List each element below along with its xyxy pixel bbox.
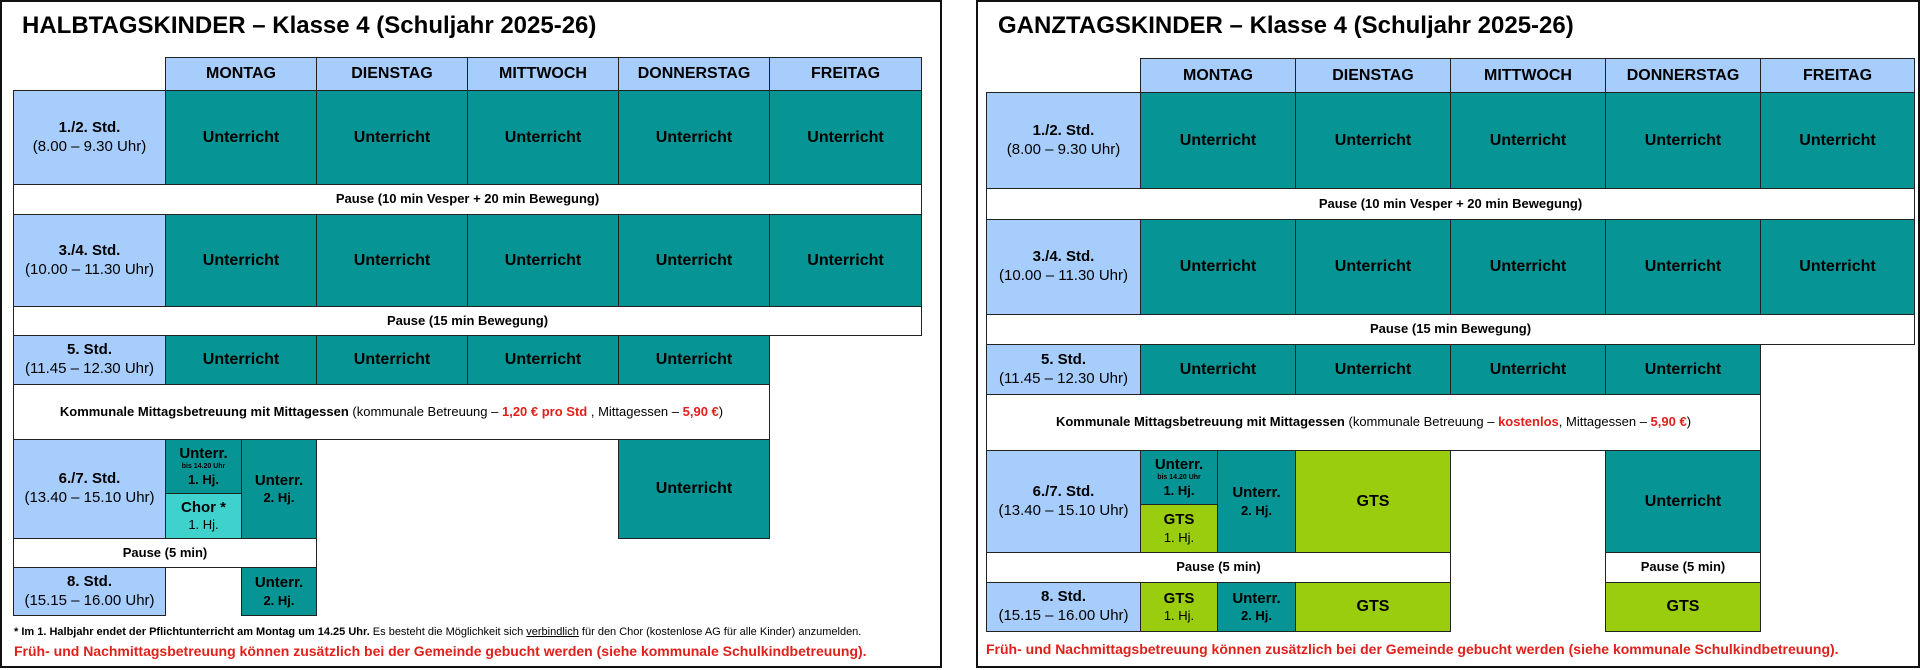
slot-time: (8.00 – 9.30 Uhr): [32, 137, 147, 155]
pause-band: Pause (5 min): [986, 552, 1451, 583]
cell-term: 2. Hj.: [1240, 502, 1273, 518]
slot-label: 3./4. Std.: [58, 241, 121, 259]
lesson-cell: Unterricht: [1605, 450, 1761, 553]
slot-label: 1./2. Std.: [58, 118, 121, 136]
lesson-cell: Unterricht: [165, 214, 317, 307]
cell-label: Unterr.: [254, 471, 304, 489]
lesson-cell: Unterricht: [1605, 92, 1761, 189]
lesson-cell: Unterricht: [316, 90, 468, 185]
time-slot-6-7: [13, 439, 166, 539]
care-note: Früh- und Nachmittagsbetreuung können zusätzlich bei der Gemeinde gebucht werden (siehe kommunale Schulkindbetreuung).: [14, 643, 867, 659]
lesson-cell-1hj: [1140, 450, 1218, 505]
gts-cell-1hj: [1140, 582, 1218, 632]
slot-label: 3./4. Std.: [1032, 248, 1095, 266]
pause-band: Pause (10 min Vesper + 20 min Bewegung): [13, 184, 922, 215]
lunch-title: Kommunale Mittagsbetreuung mit Mittagessen: [59, 403, 349, 419]
lesson-cell: Unterricht: [769, 90, 922, 185]
time-slot-5: [986, 344, 1141, 395]
cell-term: 1. Hj.: [1163, 483, 1195, 499]
slot-time: (8.00 – 9.30 Uhr): [1006, 140, 1121, 158]
footnote: [14, 626, 861, 638]
gts-cell-1hj: [1140, 504, 1218, 553]
time-slot-3-4: [986, 219, 1141, 315]
cell-label: Chor *: [181, 498, 226, 516]
time-slot-8: [986, 582, 1141, 632]
lesson-cell: Unterricht: [1295, 92, 1451, 189]
slot-label: 6./7. Std.: [58, 470, 121, 488]
day-header-mittwoch: MITTWOCH: [467, 57, 619, 91]
cell-label: GTS: [1163, 511, 1195, 528]
gts-cell: GTS: [1295, 582, 1451, 632]
lesson-cell-2hj: [1217, 582, 1296, 632]
gts-cell: GTS: [1295, 450, 1451, 553]
pause-band: Pause (15 min Bewegung): [13, 306, 922, 336]
pause-band: Pause (5 min): [13, 538, 317, 568]
slot-label: 5. Std.: [66, 341, 112, 359]
time-slot-5: [13, 335, 166, 385]
lesson-cell: Unterricht: [1140, 92, 1296, 189]
meal-price: 5,90 €: [1650, 414, 1687, 430]
cell-term: 2. Hj.: [263, 490, 295, 506]
lesson-cell: Unterricht: [1450, 92, 1606, 189]
pause-band: Pause (5 min): [1605, 552, 1761, 583]
cell-term: 1. Hj.: [1163, 608, 1195, 624]
slot-label: 1./2. Std.: [1032, 121, 1095, 139]
lesson-cell: Unterricht: [1140, 219, 1296, 315]
lesson-cell: Unterricht: [316, 214, 468, 307]
gts-cell: GTS: [1605, 582, 1761, 632]
day-header-freitag: FREITAG: [1760, 58, 1915, 93]
halbtag-panel: [0, 0, 942, 668]
time-slot-6-7: [986, 450, 1141, 553]
lesson-cell: Unterricht: [618, 90, 770, 185]
slot-time: (13.40 – 15.10 Uhr): [998, 501, 1129, 519]
slot-time: (13.40 – 15.10 Uhr): [24, 489, 155, 506]
cell-term: 1. Hj.: [1163, 529, 1195, 545]
lesson-cell: Unterricht: [618, 335, 770, 385]
day-header-dienstag: DIENSTAG: [316, 57, 468, 91]
lesson-cell: Unterricht: [1140, 344, 1296, 395]
lunch-text: (kommunale Betreuung –: [1344, 414, 1499, 430]
lesson-cell: Unterricht: [165, 335, 317, 385]
day-header-montag: MONTAG: [1140, 58, 1296, 93]
slot-time: (10.00 – 11.30 Uhr): [25, 260, 154, 278]
slot-label: 8. Std.: [66, 572, 112, 590]
cell-term: 1. Hj.: [188, 517, 219, 533]
lesson-cell: Unterricht: [1760, 219, 1915, 315]
pause-band: Pause (10 min Vesper + 20 min Bewegung): [986, 188, 1915, 220]
day-header-donnerstag: DONNERSTAG: [1605, 58, 1761, 93]
cell-note: bis 14.20 Uhr: [1157, 474, 1201, 482]
lesson-cell: Unterricht: [467, 335, 619, 385]
lunch-text: ): [718, 403, 724, 419]
care-price: kostenlos: [1498, 414, 1559, 430]
slot-label: 8. Std.: [1040, 588, 1086, 606]
cell-label: GTS: [1163, 589, 1195, 607]
lesson-cell: Unterricht: [1605, 344, 1761, 395]
slot-time: (15.15 – 16.00 Uhr): [998, 607, 1129, 624]
footnote-underline: verbindlich: [526, 626, 579, 638]
lunch-band: [13, 384, 770, 440]
lunch-title: Kommunale Mittagsbetreuung mit Mittagessen: [1055, 414, 1345, 430]
slot-time: (15.15 – 16.00 Uhr): [24, 591, 155, 609]
lesson-cell: Unterricht: [618, 214, 770, 307]
cell-term: 1. Hj.: [187, 472, 220, 488]
time-slot-1-2: [986, 92, 1141, 189]
lesson-cell: Unterricht: [1605, 219, 1761, 315]
lesson-cell: Unterricht: [165, 90, 317, 185]
lesson-cell: Unterricht: [1450, 344, 1606, 395]
care-price: 1,20 € pro Std: [501, 403, 588, 419]
panel-title: HALBTAGSKINDER – Klasse 4 (Schuljahr 2025-26): [22, 12, 597, 39]
lunch-text: , Mittagessen –: [587, 403, 683, 419]
cell-label: Unterr.: [179, 444, 228, 462]
lunch-text: , Mittagessen –: [1558, 414, 1651, 430]
panel-title: GANZTAGSKINDER – Klasse 4 (Schuljahr 2025-26): [998, 12, 1574, 39]
footnote-text: Es besteht die Möglichkeit sich: [369, 626, 527, 638]
time-slot-1-2: [13, 90, 166, 185]
lesson-cell: Unterricht: [316, 335, 468, 385]
cell-term: 2. Hj.: [263, 592, 295, 608]
meal-price: 5,90 €: [682, 403, 719, 419]
lunch-text: ): [1686, 414, 1692, 430]
cell-label: Unterr.: [1232, 589, 1281, 607]
cell-label: Unterr.: [1232, 484, 1281, 501]
lesson-cell: Unterricht: [1295, 219, 1451, 315]
lunch-band: [986, 394, 1761, 451]
footnote-text: für den Chor (kostenlose AG für alle Kinder) anzumelden.: [578, 626, 862, 638]
lesson-cell: Unterricht: [467, 214, 619, 307]
day-header-donnerstag: DONNERSTAG: [618, 57, 770, 91]
day-header-freitag: FREITAG: [769, 57, 922, 91]
lesson-cell: Unterricht: [618, 439, 770, 539]
lesson-cell-2hj: [241, 439, 317, 539]
slot-time: (11.45 – 12.30 Uhr): [25, 360, 154, 377]
day-header-montag: MONTAG: [165, 57, 317, 91]
ganztag-panel: [976, 0, 1920, 668]
time-slot-8: [13, 567, 166, 616]
slot-time: (10.00 – 11.30 Uhr): [999, 267, 1128, 284]
day-header-mittwoch: MITTWOCH: [1450, 58, 1606, 93]
care-note: Früh- und Nachmittagsbetreuung können zusätzlich bei der Gemeinde gebucht werden (siehe kommunale Schulkindbetreuung).: [986, 641, 1839, 657]
lesson-cell-2hj: [241, 567, 317, 616]
lesson-cell: Unterricht: [1760, 92, 1915, 189]
footnote-bold: * Im 1. Halbjahr endet der Pflichtunterricht am Montag um 14.25 Uhr.: [14, 626, 370, 638]
slot-label: 6./7. Std.: [1032, 482, 1095, 500]
lunch-text: (kommunale Betreuung –: [348, 403, 502, 419]
lesson-cell: Unterricht: [769, 214, 922, 307]
slot-time: (11.45 – 12.30 Uhr): [999, 369, 1128, 387]
cell-term: 2. Hj.: [1240, 608, 1273, 624]
pause-band: Pause (15 min Bewegung): [986, 314, 1915, 345]
lesson-cell-2hj: [1217, 450, 1296, 553]
time-slot-3-4: [13, 214, 166, 307]
lesson-cell: Unterricht: [1450, 219, 1606, 315]
lesson-cell: Unterricht: [1295, 344, 1451, 395]
lesson-cell-1hj: [165, 439, 242, 494]
choir-cell: [165, 493, 242, 539]
cell-label: Unterr.: [1154, 455, 1204, 473]
day-header-dienstag: DIENSTAG: [1295, 58, 1451, 93]
lesson-cell: Unterricht: [467, 90, 619, 185]
cell-note: bis 14.20 Uhr: [181, 463, 226, 471]
slot-label: 5. Std.: [1040, 350, 1086, 368]
cell-label: Unterr.: [254, 574, 304, 591]
